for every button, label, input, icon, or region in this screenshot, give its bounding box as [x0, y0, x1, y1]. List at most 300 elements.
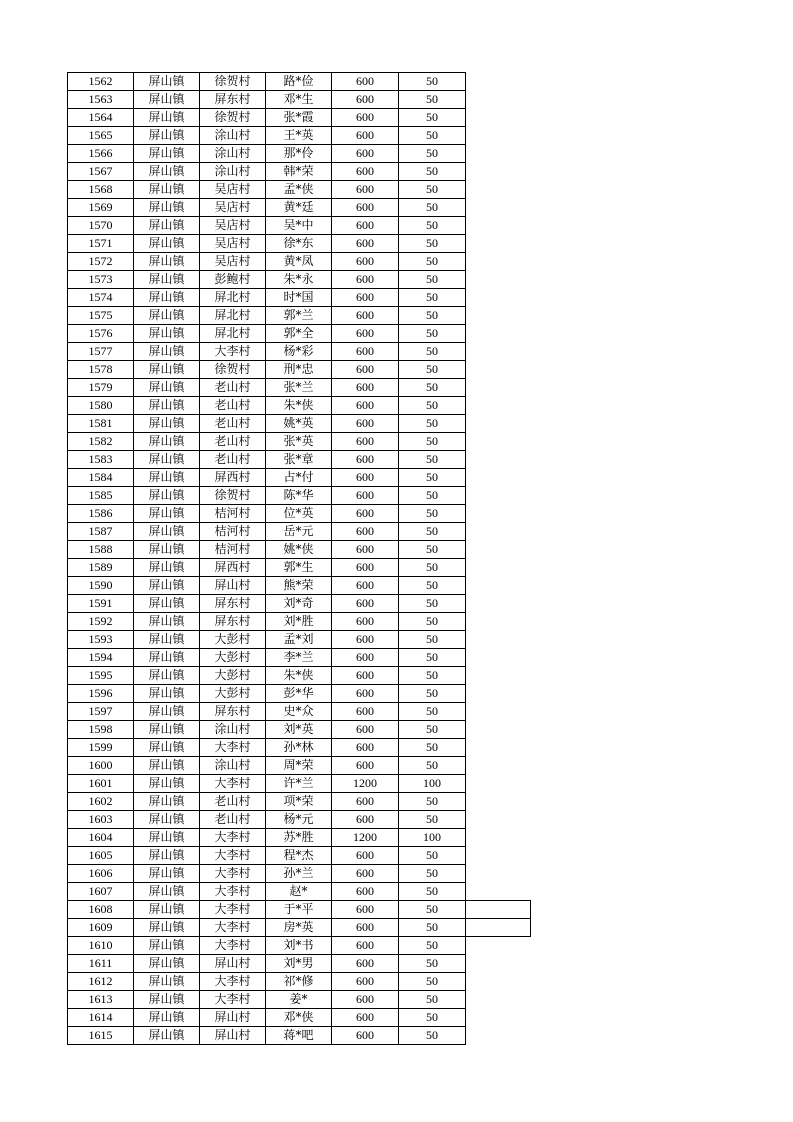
count-cell: 50: [399, 505, 466, 523]
table-row: [68, 883, 531, 901]
village-cell: 涂山村: [200, 163, 266, 181]
extra-cell: [466, 379, 531, 397]
village-cell: 涂山村: [200, 721, 266, 739]
table-row: [68, 433, 531, 451]
row-number-cell: 1611: [68, 955, 134, 973]
allowance-table: [67, 72, 531, 1045]
extra-cell: [466, 955, 531, 973]
amount-cell: 600: [332, 991, 399, 1009]
village-cell: 老山村: [200, 793, 266, 811]
count-cell: 50: [399, 361, 466, 379]
row-number-cell: 1599: [68, 739, 134, 757]
count-cell: 50: [399, 613, 466, 631]
amount-cell: 600: [332, 631, 399, 649]
village-cell: 老山村: [200, 379, 266, 397]
row-number-cell: 1575: [68, 307, 134, 325]
row-number-cell: 1569: [68, 199, 134, 217]
town-cell: 屏山镇: [134, 181, 200, 199]
extra-cell: [466, 1009, 531, 1027]
name-cell: 邓*生: [266, 91, 332, 109]
name-cell: 姜*: [266, 991, 332, 1009]
amount-cell: 600: [332, 721, 399, 739]
village-cell: 大彭村: [200, 685, 266, 703]
row-number-cell: 1580: [68, 397, 134, 415]
town-cell: 屏山镇: [134, 577, 200, 595]
amount-cell: 1200: [332, 775, 399, 793]
village-cell: 大李村: [200, 343, 266, 361]
row-number-cell: 1604: [68, 829, 134, 847]
name-cell: 孟*刘: [266, 631, 332, 649]
amount-cell: 600: [332, 1009, 399, 1027]
row-number-cell: 1588: [68, 541, 134, 559]
name-cell: 张*章: [266, 451, 332, 469]
amount-cell: 600: [332, 163, 399, 181]
village-cell: 吴店村: [200, 253, 266, 271]
table-row: [68, 235, 531, 253]
name-cell: 项*荣: [266, 793, 332, 811]
town-cell: 屏山镇: [134, 703, 200, 721]
count-cell: 50: [399, 703, 466, 721]
row-number-cell: 1606: [68, 865, 134, 883]
amount-cell: 600: [332, 127, 399, 145]
count-cell: 50: [399, 757, 466, 775]
village-cell: 老山村: [200, 433, 266, 451]
village-cell: 桔河村: [200, 541, 266, 559]
table-row: [68, 721, 531, 739]
row-number-cell: 1613: [68, 991, 134, 1009]
count-cell: 50: [399, 847, 466, 865]
table-row: [68, 631, 531, 649]
extra-cell: [466, 343, 531, 361]
town-cell: 屏山镇: [134, 541, 200, 559]
row-number-cell: 1582: [68, 433, 134, 451]
name-cell: 房*英: [266, 919, 332, 937]
table-row: [68, 757, 531, 775]
name-cell: 熊*荣: [266, 577, 332, 595]
name-cell: 程*杰: [266, 847, 332, 865]
village-cell: 大李村: [200, 847, 266, 865]
row-number-cell: 1585: [68, 487, 134, 505]
table-row: [68, 739, 531, 757]
village-cell: 徐贺村: [200, 361, 266, 379]
extra-cell: [466, 361, 531, 379]
count-cell: 50: [399, 883, 466, 901]
row-number-cell: 1563: [68, 91, 134, 109]
extra-cell: [466, 883, 531, 901]
amount-cell: 600: [332, 739, 399, 757]
town-cell: 屏山镇: [134, 757, 200, 775]
extra-cell: [466, 469, 531, 487]
amount-cell: 600: [332, 937, 399, 955]
extra-cell: [466, 541, 531, 559]
table-row: [68, 1009, 531, 1027]
table-row: [68, 703, 531, 721]
name-cell: 郭*生: [266, 559, 332, 577]
name-cell: 黄*廷: [266, 199, 332, 217]
village-cell: 彭鲍村: [200, 271, 266, 289]
name-cell: 孙*林: [266, 739, 332, 757]
table-row: [68, 559, 531, 577]
extra-cell: [466, 415, 531, 433]
table-row: [68, 973, 531, 991]
town-cell: 屏山镇: [134, 379, 200, 397]
row-number-cell: 1615: [68, 1027, 134, 1045]
town-cell: 屏山镇: [134, 739, 200, 757]
village-cell: 涂山村: [200, 127, 266, 145]
town-cell: 屏山镇: [134, 163, 200, 181]
row-number-cell: 1609: [68, 919, 134, 937]
name-cell: 姚*侠: [266, 541, 332, 559]
town-cell: 屏山镇: [134, 271, 200, 289]
table-row: [68, 847, 531, 865]
village-cell: 大李村: [200, 901, 266, 919]
name-cell: 杨*元: [266, 811, 332, 829]
village-cell: 大李村: [200, 739, 266, 757]
name-cell: 位*英: [266, 505, 332, 523]
name-cell: 张*霞: [266, 109, 332, 127]
town-cell: 屏山镇: [134, 73, 200, 91]
amount-cell: 600: [332, 343, 399, 361]
town-cell: 屏山镇: [134, 217, 200, 235]
table-row: [68, 685, 531, 703]
extra-cell: [466, 163, 531, 181]
town-cell: 屏山镇: [134, 829, 200, 847]
name-cell: 孙*兰: [266, 865, 332, 883]
extra-cell: [466, 325, 531, 343]
extra-cell: [466, 289, 531, 307]
village-cell: 老山村: [200, 811, 266, 829]
table-row: [68, 649, 531, 667]
count-cell: 50: [399, 217, 466, 235]
table-row: [68, 451, 531, 469]
town-cell: 屏山镇: [134, 865, 200, 883]
table-row: [68, 811, 531, 829]
count-cell: 50: [399, 127, 466, 145]
row-number-cell: 1595: [68, 667, 134, 685]
extra-cell: [466, 397, 531, 415]
village-cell: 老山村: [200, 397, 266, 415]
amount-cell: 600: [332, 307, 399, 325]
name-cell: 杨*彩: [266, 343, 332, 361]
town-cell: 屏山镇: [134, 667, 200, 685]
town-cell: 屏山镇: [134, 415, 200, 433]
town-cell: 屏山镇: [134, 127, 200, 145]
count-cell: 50: [399, 865, 466, 883]
row-number-cell: 1601: [68, 775, 134, 793]
extra-cell: [466, 937, 531, 955]
village-cell: 吴店村: [200, 181, 266, 199]
amount-cell: 600: [332, 325, 399, 343]
row-number-cell: 1591: [68, 595, 134, 613]
table-row: [68, 127, 531, 145]
amount-cell: 600: [332, 433, 399, 451]
row-number-cell: 1596: [68, 685, 134, 703]
extra-cell: [466, 307, 531, 325]
table-row: [68, 109, 531, 127]
extra-cell: [466, 991, 531, 1009]
amount-cell: 600: [332, 487, 399, 505]
row-number-cell: 1610: [68, 937, 134, 955]
count-cell: 50: [399, 541, 466, 559]
village-cell: 屏东村: [200, 703, 266, 721]
extra-cell: [466, 577, 531, 595]
table-row: [68, 91, 531, 109]
town-cell: 屏山镇: [134, 145, 200, 163]
count-cell: 50: [399, 199, 466, 217]
extra-cell: [466, 109, 531, 127]
row-number-cell: 1572: [68, 253, 134, 271]
village-cell: 屏山村: [200, 1009, 266, 1027]
town-cell: 屏山镇: [134, 991, 200, 1009]
town-cell: 屏山镇: [134, 361, 200, 379]
table-row: [68, 271, 531, 289]
town-cell: 屏山镇: [134, 613, 200, 631]
row-number-cell: 1581: [68, 415, 134, 433]
town-cell: 屏山镇: [134, 919, 200, 937]
town-cell: 屏山镇: [134, 973, 200, 991]
row-number-cell: 1593: [68, 631, 134, 649]
amount-cell: 600: [332, 451, 399, 469]
table-row: [68, 199, 531, 217]
name-cell: 苏*胜: [266, 829, 332, 847]
table-row: [68, 307, 531, 325]
amount-cell: 600: [332, 847, 399, 865]
village-cell: 屏山村: [200, 955, 266, 973]
name-cell: 李*兰: [266, 649, 332, 667]
count-cell: 50: [399, 955, 466, 973]
extra-cell: [466, 127, 531, 145]
extra-cell: [466, 73, 531, 91]
town-cell: 屏山镇: [134, 559, 200, 577]
name-cell: 吴*中: [266, 217, 332, 235]
count-cell: 50: [399, 181, 466, 199]
village-cell: 屏北村: [200, 289, 266, 307]
name-cell: 刘*书: [266, 937, 332, 955]
amount-cell: 600: [332, 1027, 399, 1045]
town-cell: 屏山镇: [134, 649, 200, 667]
table-row: [68, 217, 531, 235]
town-cell: 屏山镇: [134, 811, 200, 829]
table-row: [68, 793, 531, 811]
extra-cell: [466, 217, 531, 235]
extra-cell: [466, 829, 531, 847]
name-cell: 刘*奇: [266, 595, 332, 613]
village-cell: 吴店村: [200, 217, 266, 235]
town-cell: 屏山镇: [134, 109, 200, 127]
table-row: [68, 919, 531, 937]
table-row: [68, 361, 531, 379]
table-row: [68, 343, 531, 361]
village-cell: 大彭村: [200, 631, 266, 649]
table-row: [68, 73, 531, 91]
extra-cell: [466, 613, 531, 631]
count-cell: 50: [399, 397, 466, 415]
name-cell: 徐*东: [266, 235, 332, 253]
amount-cell: 600: [332, 559, 399, 577]
extra-cell: [466, 775, 531, 793]
count-cell: 50: [399, 901, 466, 919]
extra-cell: [466, 433, 531, 451]
extra-cell: [466, 145, 531, 163]
name-cell: 刘*英: [266, 721, 332, 739]
count-cell: 50: [399, 937, 466, 955]
name-cell: 张*兰: [266, 379, 332, 397]
table-row: [68, 289, 531, 307]
town-cell: 屏山镇: [134, 955, 200, 973]
town-cell: 屏山镇: [134, 721, 200, 739]
row-number-cell: 1603: [68, 811, 134, 829]
table-row: [68, 901, 531, 919]
count-cell: 50: [399, 271, 466, 289]
amount-cell: 600: [332, 505, 399, 523]
count-cell: 50: [399, 973, 466, 991]
extra-cell: [466, 757, 531, 775]
town-cell: 屏山镇: [134, 523, 200, 541]
extra-cell: [466, 487, 531, 505]
extra-cell: [466, 901, 531, 919]
table-row: [68, 415, 531, 433]
town-cell: 屏山镇: [134, 595, 200, 613]
amount-cell: 600: [332, 181, 399, 199]
name-cell: 刘*男: [266, 955, 332, 973]
village-cell: 大彭村: [200, 667, 266, 685]
amount-cell: 600: [332, 793, 399, 811]
extra-cell: [466, 451, 531, 469]
village-cell: 屏北村: [200, 325, 266, 343]
village-cell: 大李村: [200, 775, 266, 793]
town-cell: 屏山镇: [134, 235, 200, 253]
count-cell: 50: [399, 649, 466, 667]
extra-cell: [466, 685, 531, 703]
amount-cell: 600: [332, 541, 399, 559]
village-cell: 桔河村: [200, 505, 266, 523]
name-cell: 朱*侠: [266, 397, 332, 415]
count-cell: 50: [399, 253, 466, 271]
name-cell: 郭*全: [266, 325, 332, 343]
extra-cell: [466, 793, 531, 811]
table-row: [68, 397, 531, 415]
village-cell: 屏西村: [200, 469, 266, 487]
amount-cell: 600: [332, 973, 399, 991]
name-cell: 刘*胜: [266, 613, 332, 631]
town-cell: 屏山镇: [134, 91, 200, 109]
name-cell: 岳*元: [266, 523, 332, 541]
village-cell: 大李村: [200, 883, 266, 901]
count-cell: 50: [399, 73, 466, 91]
row-number-cell: 1562: [68, 73, 134, 91]
extra-cell: [466, 505, 531, 523]
name-cell: 朱*永: [266, 271, 332, 289]
count-cell: 50: [399, 919, 466, 937]
name-cell: 黄*凤: [266, 253, 332, 271]
row-number-cell: 1564: [68, 109, 134, 127]
table-row: [68, 523, 531, 541]
village-cell: 大李村: [200, 991, 266, 1009]
amount-cell: 1200: [332, 829, 399, 847]
table-row: [68, 145, 531, 163]
row-number-cell: 1614: [68, 1009, 134, 1027]
extra-cell: [466, 631, 531, 649]
table-body: [68, 73, 531, 1045]
town-cell: 屏山镇: [134, 901, 200, 919]
village-cell: 大李村: [200, 919, 266, 937]
amount-cell: 600: [332, 199, 399, 217]
name-cell: 姚*英: [266, 415, 332, 433]
village-cell: 徐贺村: [200, 109, 266, 127]
amount-cell: 600: [332, 397, 399, 415]
town-cell: 屏山镇: [134, 883, 200, 901]
name-cell: 蒋*吧: [266, 1027, 332, 1045]
amount-cell: 600: [332, 235, 399, 253]
count-cell: 50: [399, 325, 466, 343]
town-cell: 屏山镇: [134, 253, 200, 271]
name-cell: 王*英: [266, 127, 332, 145]
extra-cell: [466, 595, 531, 613]
extra-cell: [466, 199, 531, 217]
row-number-cell: 1612: [68, 973, 134, 991]
extra-cell: [466, 739, 531, 757]
amount-cell: 600: [332, 955, 399, 973]
town-cell: 屏山镇: [134, 307, 200, 325]
name-cell: 刑*忠: [266, 361, 332, 379]
amount-cell: 600: [332, 271, 399, 289]
row-number-cell: 1590: [68, 577, 134, 595]
row-number-cell: 1605: [68, 847, 134, 865]
table-row: [68, 541, 531, 559]
town-cell: 屏山镇: [134, 469, 200, 487]
name-cell: 孟*侠: [266, 181, 332, 199]
extra-cell: [466, 919, 531, 937]
amount-cell: 600: [332, 379, 399, 397]
town-cell: 屏山镇: [134, 343, 200, 361]
village-cell: 徐贺村: [200, 73, 266, 91]
table-row: [68, 379, 531, 397]
town-cell: 屏山镇: [134, 199, 200, 217]
count-cell: 50: [399, 1009, 466, 1027]
count-cell: 50: [399, 721, 466, 739]
row-number-cell: 1600: [68, 757, 134, 775]
count-cell: 50: [399, 667, 466, 685]
amount-cell: 600: [332, 865, 399, 883]
village-cell: 吴店村: [200, 235, 266, 253]
extra-cell: [466, 847, 531, 865]
row-number-cell: 1576: [68, 325, 134, 343]
row-number-cell: 1587: [68, 523, 134, 541]
table-row: [68, 1027, 531, 1045]
extra-cell: [466, 559, 531, 577]
extra-cell: [466, 91, 531, 109]
row-number-cell: 1608: [68, 901, 134, 919]
table-row: [68, 775, 531, 793]
row-number-cell: 1574: [68, 289, 134, 307]
row-number-cell: 1584: [68, 469, 134, 487]
village-cell: 大彭村: [200, 649, 266, 667]
amount-cell: 600: [332, 109, 399, 127]
row-number-cell: 1567: [68, 163, 134, 181]
count-cell: 50: [399, 685, 466, 703]
town-cell: 屏山镇: [134, 505, 200, 523]
row-number-cell: 1570: [68, 217, 134, 235]
row-number-cell: 1598: [68, 721, 134, 739]
name-cell: 邓*侠: [266, 1009, 332, 1027]
town-cell: 屏山镇: [134, 433, 200, 451]
table-row: [68, 613, 531, 631]
table-row: [68, 181, 531, 199]
count-cell: 50: [399, 235, 466, 253]
extra-cell: [466, 253, 531, 271]
count-cell: 50: [399, 145, 466, 163]
row-number-cell: 1607: [68, 883, 134, 901]
